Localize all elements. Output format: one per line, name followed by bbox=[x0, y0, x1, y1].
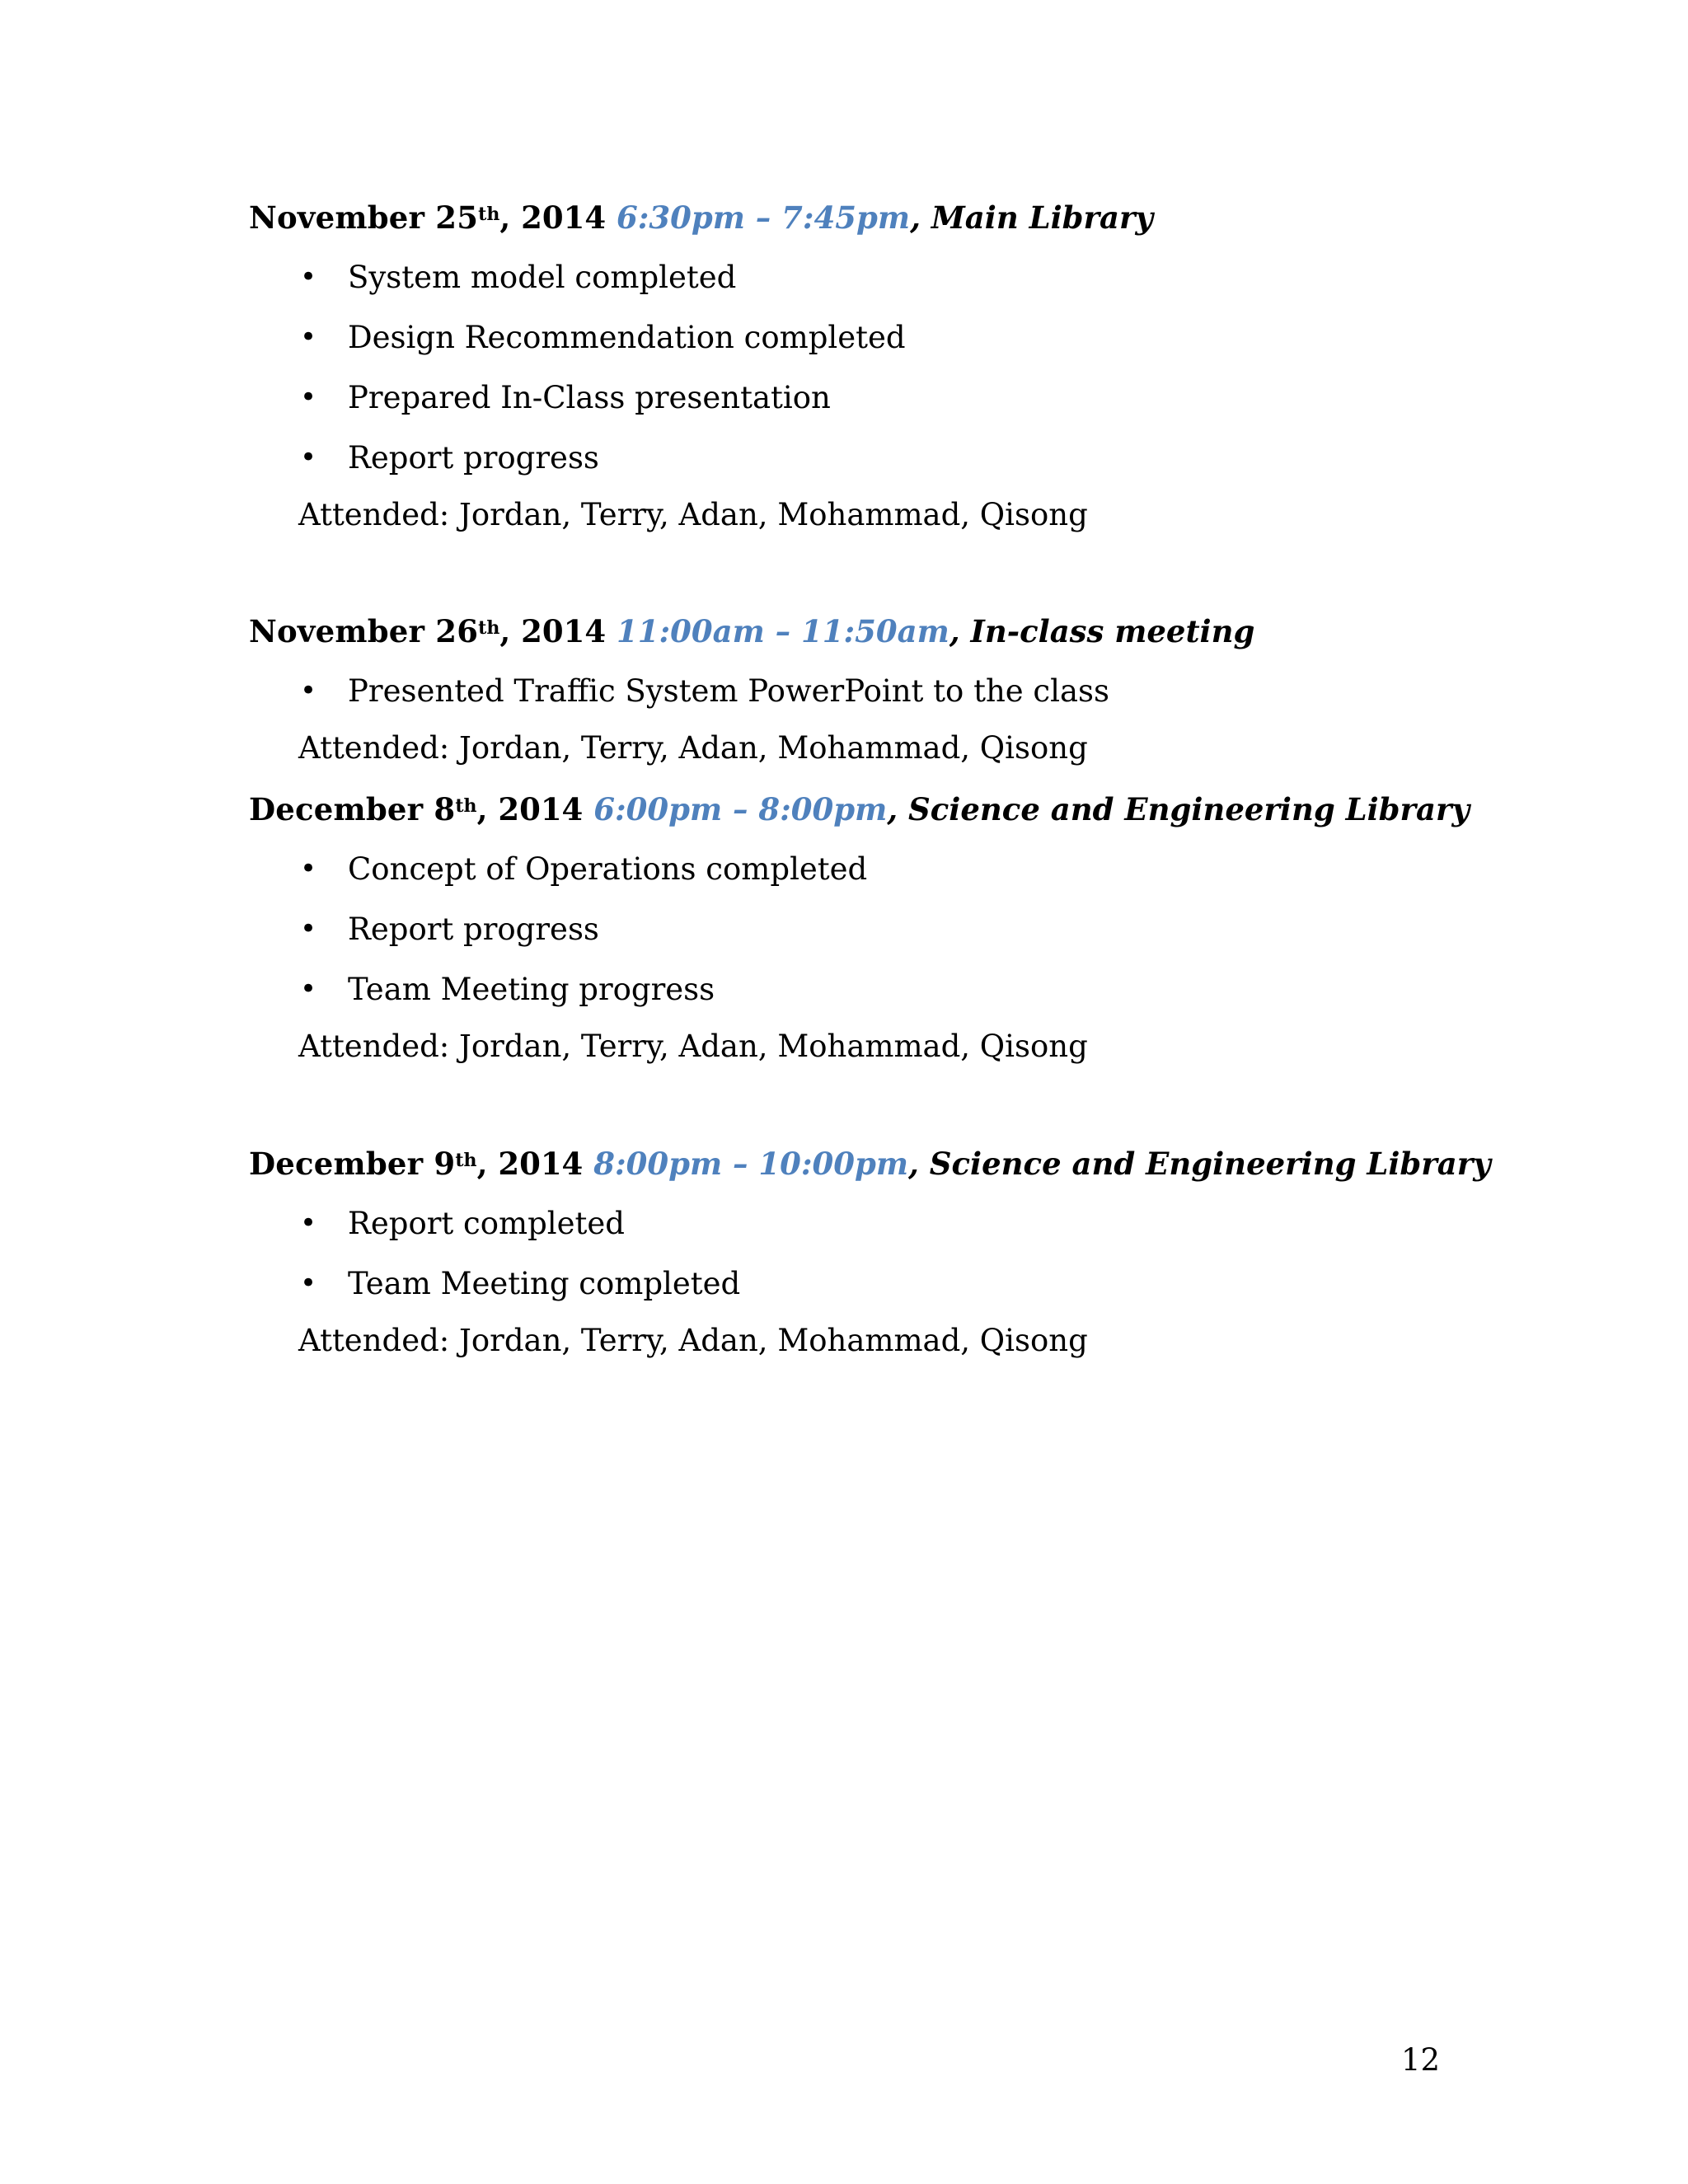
meeting-place: , In-class meeting bbox=[949, 613, 1255, 649]
list-item bbox=[249, 661, 1485, 721]
meeting-items-list bbox=[249, 247, 1485, 488]
attendance-line: Attended: Jordan, Terry, Adan, Mohammad, Qisong bbox=[298, 730, 1088, 766]
meeting-items-list bbox=[249, 839, 1485, 1019]
meeting-place: , Science and Engineering Library bbox=[908, 1146, 1491, 1182]
date-ordinal: th bbox=[478, 617, 500, 639]
meeting-entry bbox=[249, 791, 1485, 1074]
list-item-text: Report completed bbox=[348, 1206, 625, 1241]
meeting-date: November 25 bbox=[249, 199, 479, 236]
meeting-year: , 2014 bbox=[476, 791, 584, 827]
date-ordinal: th bbox=[455, 795, 477, 817]
meeting-year: , 2014 bbox=[499, 613, 607, 649]
list-item bbox=[249, 368, 1485, 428]
meeting-heading bbox=[249, 199, 1485, 236]
bullet-icon: • bbox=[300, 260, 317, 293]
meeting-entry bbox=[249, 613, 1485, 776]
meeting-heading bbox=[249, 791, 1485, 827]
meeting-year: , 2014 bbox=[499, 199, 607, 236]
meeting-year: , 2014 bbox=[476, 1146, 584, 1182]
meeting-time: 8:00pm – 10:00pm bbox=[593, 1146, 909, 1182]
bullet-icon: • bbox=[300, 674, 317, 707]
meeting-time: 11:00am – 11:50am bbox=[616, 613, 950, 649]
list-item bbox=[249, 899, 1485, 959]
bullet-icon: • bbox=[300, 321, 317, 354]
meeting-time: 6:00pm – 8:00pm bbox=[593, 791, 888, 827]
bullet-icon: • bbox=[300, 1207, 317, 1240]
attendance-line: Attended: Jordan, Terry, Adan, Mohammad, Qisong bbox=[298, 1029, 1088, 1064]
bullet-icon: • bbox=[300, 912, 317, 945]
meeting-date: December 8 bbox=[249, 791, 456, 827]
list-item-text: System model completed bbox=[348, 260, 737, 295]
list-item bbox=[249, 307, 1485, 368]
list-item bbox=[249, 247, 1485, 307]
date-ordinal: th bbox=[478, 204, 500, 225]
meeting-date: December 9 bbox=[249, 1146, 456, 1182]
date-ordinal: th bbox=[455, 1150, 477, 1171]
bullet-icon: • bbox=[300, 381, 317, 414]
list-item-text: Concept of Operations completed bbox=[348, 851, 868, 887]
list-item-text: Report progress bbox=[348, 440, 599, 476]
bullet-icon: • bbox=[300, 1267, 317, 1300]
list-item-text: Team Meeting progress bbox=[348, 972, 715, 1007]
meeting-entry bbox=[249, 199, 1485, 542]
list-item bbox=[249, 428, 1485, 488]
page-number: 12 bbox=[1401, 2042, 1441, 2078]
meeting-date: November 26 bbox=[249, 613, 479, 649]
list-item-text: Report progress bbox=[348, 912, 599, 947]
attendance-line: Attended: Jordan, Terry, Adan, Mohammad, Qisong bbox=[298, 1323, 1088, 1358]
bullet-icon: • bbox=[300, 852, 317, 885]
meeting-entry bbox=[249, 1146, 1491, 1368]
meeting-items-list bbox=[249, 661, 1485, 721]
meeting-time: 6:30pm – 7:45pm bbox=[616, 199, 911, 236]
bullet-icon: • bbox=[300, 441, 317, 474]
list-item-text: Design Recommendation completed bbox=[348, 320, 906, 355]
list-item bbox=[249, 959, 1485, 1019]
list-item bbox=[249, 1254, 1485, 1314]
list-item-text: Team Meeting completed bbox=[348, 1266, 741, 1301]
meeting-heading bbox=[249, 613, 1485, 649]
list-item-text: Presented Traffic System PowerPoint to the class bbox=[348, 673, 1110, 709]
list-item-text: Prepared In-Class presentation bbox=[348, 380, 831, 415]
meeting-heading bbox=[249, 1146, 1491, 1182]
list-item bbox=[249, 839, 1485, 899]
attendance-line: Attended: Jordan, Terry, Adan, Mohammad, Qisong bbox=[298, 497, 1088, 532]
meeting-place: , Main Library bbox=[910, 199, 1154, 236]
meeting-items-list bbox=[249, 1193, 1485, 1314]
bullet-icon: • bbox=[300, 972, 317, 1005]
list-item bbox=[249, 1193, 1485, 1254]
meeting-place: , Science and Engineering Library bbox=[887, 791, 1470, 827]
